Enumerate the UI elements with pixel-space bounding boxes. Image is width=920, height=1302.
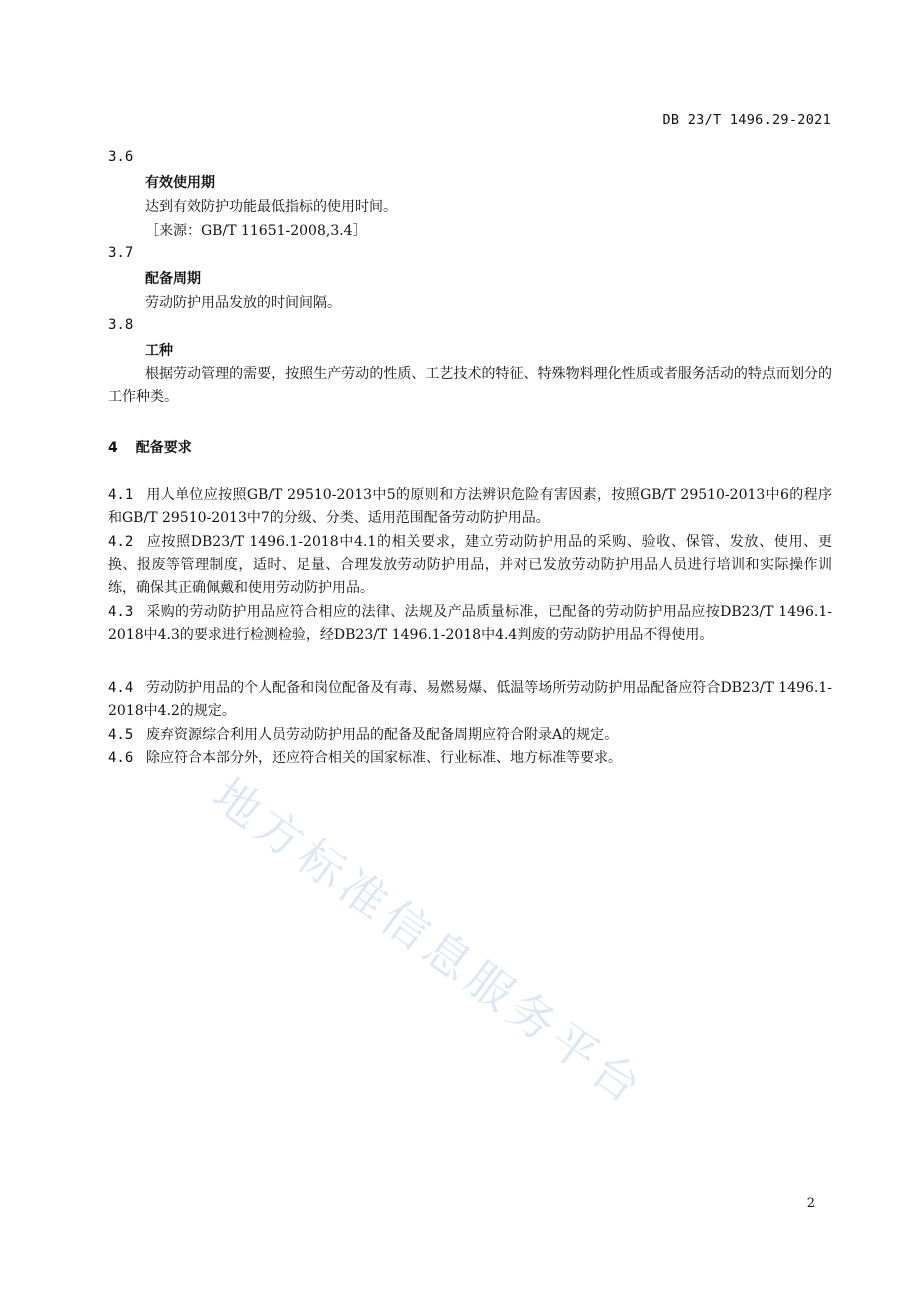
section-title: 配备要求 <box>135 440 192 456</box>
term-number: 3.6 <box>108 149 134 165</box>
clause-text: 用人单位应按照GB/T 29510-2013中5的原则和方法辨识危险有害因素，按照GB/T 29510-2013中6的程序和GB/T 29510-2013中7的分级、分类、适用范围配备劳动防护用品。 <box>108 487 832 526</box>
clause-number: 4.4 <box>108 680 134 696</box>
clause-paragraph <box>108 484 832 530</box>
term-title: 工种 <box>145 343 173 359</box>
clause-text: 劳动防护用品的个人配备和岗位配备及有毒、易燃易爆、低温等场所劳动防护用品配备应符合DB23/T 1496.1-2018中4.2的规定。 <box>108 680 832 719</box>
clause-number: 4.3 <box>108 604 134 620</box>
term-source: ［来源：GB/T 11651-2008,3.4］ <box>145 223 367 239</box>
section-heading <box>108 437 192 457</box>
clause-number: 4.5 <box>108 727 134 743</box>
clause-number: 4.6 <box>108 750 134 766</box>
term-number: 3.8 <box>108 317 134 333</box>
term-definition: 根据劳动管理的需要，按照生产劳动的性质、工艺技术的特征、特殊物料理化性质或者服务活动的特点而划分的工作种类。 <box>108 366 832 405</box>
term-title: 配备周期 <box>145 271 201 287</box>
clause-text: 除应符合本部分外，还应符合相关的国家标准、行业标准、地方标准等要求。 <box>146 750 622 766</box>
clause-paragraph <box>108 677 832 723</box>
term-title: 有效使用期 <box>145 175 215 191</box>
clause-text: 应按照DB23/T 1496.1-2018中4.1的相关要求，建立劳动防护用品的采购、验收、保管、发放、使用、更换、报废等管理制度，适时、足量、合理发放劳动防护用品，并对已发放劳动防护用品人员进行培训和实际操作训练，确保其正确佩戴和使用劳动防护用品。 <box>108 534 832 596</box>
watermark: 地方标准信息服务平台 <box>202 767 656 1117</box>
clause-paragraph <box>108 601 832 647</box>
clause-text: 废弃资源综合利用人员劳动防护用品的配备及配备周期应符合附录A的规定。 <box>146 727 619 743</box>
clause-paragraph <box>108 747 832 770</box>
clause-paragraph <box>108 724 832 747</box>
term-definition: 劳动防护用品发放的时间间隔。 <box>145 295 341 311</box>
clause-number: 4.1 <box>108 487 134 503</box>
document-code: DB 23/T 1496.29-2021 <box>662 112 831 128</box>
term-definition: 达到有效防护功能最低指标的使用时间。 <box>145 199 397 215</box>
term-number: 3.7 <box>108 245 134 261</box>
clause-paragraph <box>108 531 832 600</box>
section-number: 4 <box>108 440 118 456</box>
clause-number: 4.2 <box>108 534 134 550</box>
clause-text: 采购的劳动防护用品应符合相应的法律、法规及产品质量标准，已配备的劳动防护用品应按DB23/T 1496.1-2018中4.3的要求进行检测检验，经DB23/T 1496.1-2018中4.4判废的劳动防护用品不得使用。 <box>108 604 832 643</box>
page-number: 2 <box>806 1196 815 1211</box>
